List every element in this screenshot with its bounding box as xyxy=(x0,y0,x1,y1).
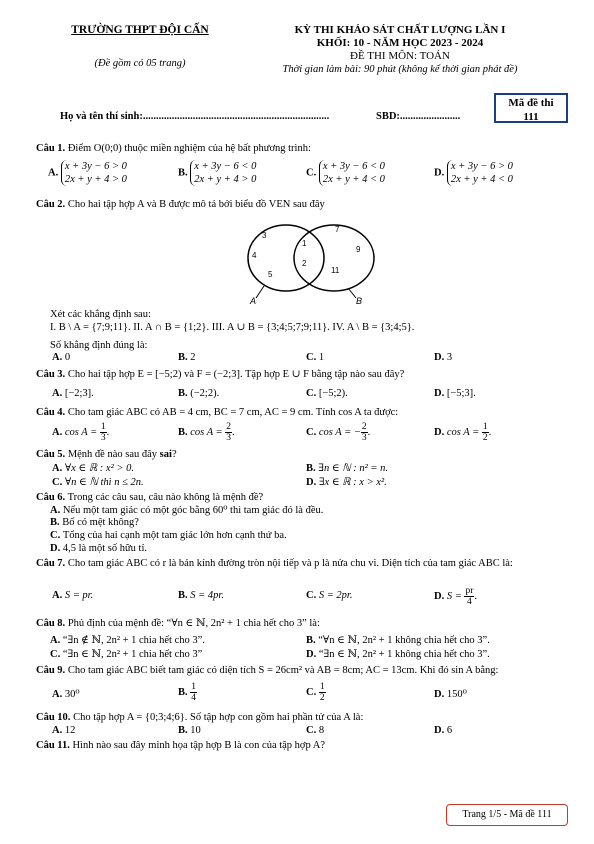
q3-option-c: C. [−5;2). xyxy=(306,388,348,399)
q10-option-c: C. 8 xyxy=(306,725,325,736)
venn-b-elem-2: 9 xyxy=(356,245,361,254)
q1-option-b: B. x + 3y − 6 < 0 2x + y + 4 > 0 xyxy=(178,161,257,185)
q5-option-d: D. ∃x ∈ ℝ : x > x². xyxy=(306,477,387,488)
grade-year: KHỐI: 10 - NĂM HỌC 2023 - 2024 xyxy=(316,37,484,49)
q8-text: Phủ định của mệnh đề: “∀n ∈ ℕ, 2n² + 1 chia hết cho 3” là: xyxy=(67,618,320,629)
q6-text: Trong các câu sau, câu nào không là mệnh đề? xyxy=(67,492,264,503)
sbd-field: SBD:....................... xyxy=(376,111,461,122)
school-name: TRƯỜNG THPT ĐỘI CẤN xyxy=(71,24,209,36)
q9-text: Cho tam giác ABC biết tam giác có diện tích S = 26cm² và AB = 8cm; AC = 13cm. Khi đó sin A bằng: xyxy=(67,665,499,676)
q3-option-a: A. [−2;3]. xyxy=(52,388,94,399)
exam-title: KỲ THI KHẢO SÁT CHẤT LƯỢNG LẦN I xyxy=(294,24,506,36)
pages-note: (Đề gồm có 05 trang) xyxy=(94,58,186,69)
venn-a-pointer xyxy=(256,286,264,298)
question-5: Câu 5. Mệnh đề nào sau đây sai? xyxy=(36,449,177,460)
q1-number: Câu 1. xyxy=(36,143,66,154)
q9-number: Câu 9. xyxy=(36,665,66,676)
venn-a-elem-1: 3 xyxy=(262,231,267,240)
q3-option-d: D. [−5;3]. xyxy=(434,388,476,399)
venn-set-a-circle xyxy=(248,225,324,291)
q7-number: Câu 7. xyxy=(36,558,66,569)
q6-option-b: B. Bố có mệt không? xyxy=(50,517,139,528)
question-7 xyxy=(36,557,568,570)
q7-option-a: A. S = pr. xyxy=(52,590,94,601)
q9-option-b: B. $\frac{1}{4}$ xyxy=(178,682,197,703)
q5-option-b: B. ∃n ∈ ℕ : n² = n. xyxy=(306,463,388,474)
question-11 xyxy=(36,739,325,752)
q11-number: Câu 11. xyxy=(36,740,70,751)
q7-option-b: B. S = 4pr. xyxy=(178,590,224,601)
exam-code-value: 111 xyxy=(523,111,539,123)
q2-claims: I. B \ A = {7;9;11}. II. A ∩ B = {1;2}. III. A ∪ B = {3;4;5;7;9;11}. IV. A \ B = {3;4;5}. xyxy=(50,322,415,333)
venn-b-pointer xyxy=(348,288,356,298)
q8-option-b: B. “∀n ∈ ℕ, 2n² + 1 không chia hết cho 3”. xyxy=(306,635,490,646)
student-name-field: Họ và tên thí sinh:....................................................................... xyxy=(60,111,330,122)
q10-option-a: A. 12 xyxy=(52,725,76,736)
q9-option-a: A. 30⁰ xyxy=(52,689,80,700)
q11-text: Hình nào sau đây minh họa tập hợp B là con của tập hợp A? xyxy=(72,740,326,751)
q6-option-c: C. Tổng của hai cạnh một tam giác lớn hơn cạnh thứ ba. xyxy=(50,530,287,541)
q1-option-d: D. x + 3y − 6 > 0 2x + y + 4 < 0 xyxy=(434,161,513,185)
venn-ab-elem-1: 1 xyxy=(302,239,307,248)
q3-option-b: B. (−2;2). xyxy=(178,388,220,399)
q2-option-a: A. 0 xyxy=(52,352,71,363)
header-right xyxy=(240,24,560,76)
q8-option-d: D. “∃n ∈ ℕ, 2n² + 1 không chia hết cho 3”. xyxy=(306,649,490,660)
q1-option-c: C. x + 3y − 6 < 0 2x + y + 4 < 0 xyxy=(306,161,385,185)
question-9 xyxy=(36,664,498,677)
q3-number: Câu 3. xyxy=(36,369,66,380)
q4-option-b: B. cos A = $\frac{2}{3}$ . xyxy=(178,422,235,443)
q10-number: Câu 10. xyxy=(36,712,71,723)
header-left xyxy=(40,24,240,69)
q4-option-a: A. cos A = $\frac{1}{3}$ . xyxy=(52,422,110,443)
q10-option-d: D. 6 xyxy=(434,725,453,736)
q1-option-a: A. x + 3y − 6 > 0 2x + y + 4 > 0 xyxy=(48,161,127,185)
venn-ab-elem-2: 2 xyxy=(302,259,307,268)
q5-option-c: C. ∀n ∈ ℕ thì n ≤ 2n. xyxy=(52,477,144,488)
q6-option-a: A. Nếu một tam giác có một góc bằng 60⁰ thì tam giác đó là đều. xyxy=(50,505,324,516)
q9-option-d: D. 150⁰ xyxy=(434,689,467,700)
question-8 xyxy=(36,617,320,630)
q8-number: Câu 8. xyxy=(36,618,66,629)
subject: ĐỀ THI MÔN: TOÁN xyxy=(350,50,450,62)
q2-ask: Số khẳng định đúng là: xyxy=(50,340,148,351)
venn-diagram xyxy=(236,214,386,306)
question-10 xyxy=(36,711,363,724)
q7-option-c: C. S = 2pr. xyxy=(306,590,353,601)
q5-number: Câu 5. xyxy=(36,449,66,460)
q8-option-c: C. “∃n ∈ ℕ, 2n² + 1 chia hết cho 3” xyxy=(50,649,203,660)
question-6 xyxy=(36,491,263,504)
q4-number: Câu 4. xyxy=(36,407,66,418)
q6-option-d: D. 4,5 là một số hữu tỉ. xyxy=(50,543,147,554)
q4-option-d: D. cos A = $\frac{1}{2}$ . xyxy=(434,422,492,443)
q2-option-c: C. 1 xyxy=(306,352,325,363)
q6-number: Câu 6. xyxy=(36,492,66,503)
question-2 xyxy=(36,198,325,211)
venn-a-elem-2: 4 xyxy=(252,251,257,260)
q4-option-c: C. cos A = − $\frac{2}{3}$ . xyxy=(306,422,371,443)
q7-option-d: D. S = $\frac{pr}{4}$ . xyxy=(434,586,477,607)
venn-label-a: A xyxy=(250,296,257,306)
q1-text: Điểm O(0;0) thuộc miền nghiệm của hệ bất phương trình: xyxy=(67,143,311,154)
exam-time: Thời gian làm bài: 90 phút (không kể thời gian phát đề) xyxy=(282,64,518,75)
venn-a-elem-3: 5 xyxy=(268,270,273,279)
q5-option-a: A. ∀x ∈ ℝ : x² > 0. xyxy=(52,463,134,474)
exam-code-label: Mã đề thi xyxy=(508,97,554,109)
q4-text: Cho tam giác ABC có AB = 4 cm, BC = 7 cm, AC = 9 cm. Tính cos A ta được: xyxy=(67,407,399,418)
question-1 xyxy=(36,142,311,155)
exam-code-box xyxy=(494,93,568,123)
q2-number: Câu 2. xyxy=(36,199,66,210)
q8-option-a: A. “∃n ∉ ℕ, 2n² + 1 chia hết cho 3”. xyxy=(50,635,205,646)
q2-prompt: Xét các khẳng định sau: xyxy=(50,309,151,320)
q10-option-b: B. 10 xyxy=(178,725,201,736)
venn-label-b: B xyxy=(356,296,363,306)
q9-option-c: C. $\frac{1}{2}$ xyxy=(306,682,325,703)
venn-b-elem-3: 11 xyxy=(331,266,340,275)
q2-text: Cho hai tập hợp A và B được mô tả bởi biểu đồ VEN sau đây xyxy=(67,199,325,210)
q3-text: Cho hai tập hợp E = [−5;2) và F = (−2;3]. Tập hợp E ∪ F bằng tập nào sau đây? xyxy=(67,369,405,380)
venn-b-elem-1: 7 xyxy=(335,225,340,234)
q2-option-d: D. 3 xyxy=(434,352,453,363)
page-footer: Trang 1/5 - Mã đề 111 xyxy=(446,804,568,826)
question-4 xyxy=(36,406,398,419)
venn-set-b-circle xyxy=(294,225,374,291)
question-3 xyxy=(36,368,404,381)
q2-option-b: B. 2 xyxy=(178,352,196,363)
q7-text: Cho tam giác ABC có r là bán kính đường tròn nội tiếp và p là nửa chu vi. Diện tích của tam giác ABC là: xyxy=(67,558,513,569)
q10-text: Cho tập hợp A = {0;3;4;6}. Số tập hợp con gồm hai phần tử của A là: xyxy=(73,712,364,723)
